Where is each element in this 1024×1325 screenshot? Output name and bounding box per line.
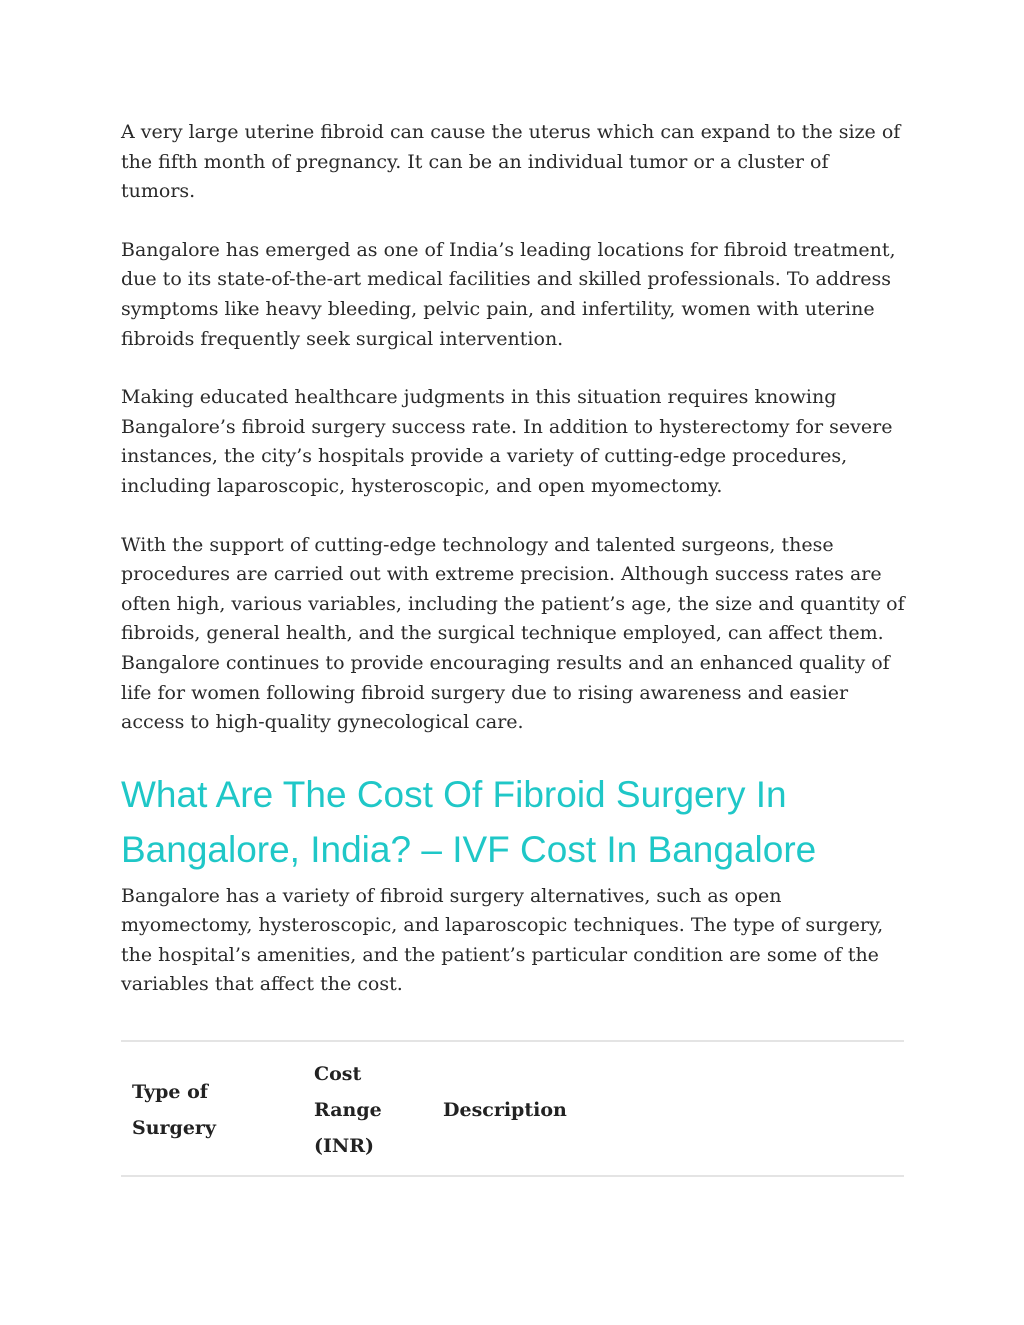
table-bottom-divider — [121, 1175, 904, 1177]
article-body — [121, 118, 906, 1029]
section-heading: What Are The Cost Of Fibroid Surgery In Bangalore, India? – IVF Cost In Bangalore — [121, 773, 817, 870]
section-intro: Bangalore has a variety of fibroid surgery alternatives, such as open myomectomy, hysteroscopic, and laparoscopic techniques. The type of surgery, the hospital’s amenities, and the patient’s particular condition are some of the variables that affect the cost. — [121, 884, 884, 996]
table-header-row — [121, 1042, 904, 1172]
header-type-of-surgery: Type of Surgery — [132, 1081, 216, 1139]
paragraph-technology: With the support of cutting-edge technology and talented surgeons, these procedures are carried out with extreme precision. Although success rates are often high, various variables, including the patient’s age, the size and quantity of fibroids, general health, and the surgical technique employed, can affect them. Bangalore continues to provide encouraging results and an enhanced quality of life for women following fibroid surgery due to rising awareness and easier access to high-quality gynecological care. — [121, 533, 905, 734]
paragraph-fibroid-size: A very large uterine fibroid can cause the uterus which can expand to the size of the fifth month of pregnancy. It can be an individual tumor or a cluster of tumors. — [121, 121, 901, 203]
paragraph-bangalore-treatment: Bangalore has emerged as one of India’s leading locations for fibroid treatment, due to its state-of-the-art medical facilities and skilled professionals. To address symptoms like heavy bleeding, pelvic pain, and infertility, women with uterine fibroids frequently seek surgical intervention. — [121, 238, 896, 350]
header-cost-range: Cost Range (INR) — [314, 1063, 382, 1157]
header-description: Description — [443, 1099, 567, 1121]
cost-table — [121, 1040, 904, 1177]
paragraph-success-rate: Making educated healthcare judgments in this situation requires knowing Bangalore’s fibroid surgery success rate. In addition to hysterectomy for severe instances, the city’s hospitals provide a variety of cutting-edge procedures, including laparoscopic, hysteroscopic, and open myomectomy. — [121, 386, 893, 497]
